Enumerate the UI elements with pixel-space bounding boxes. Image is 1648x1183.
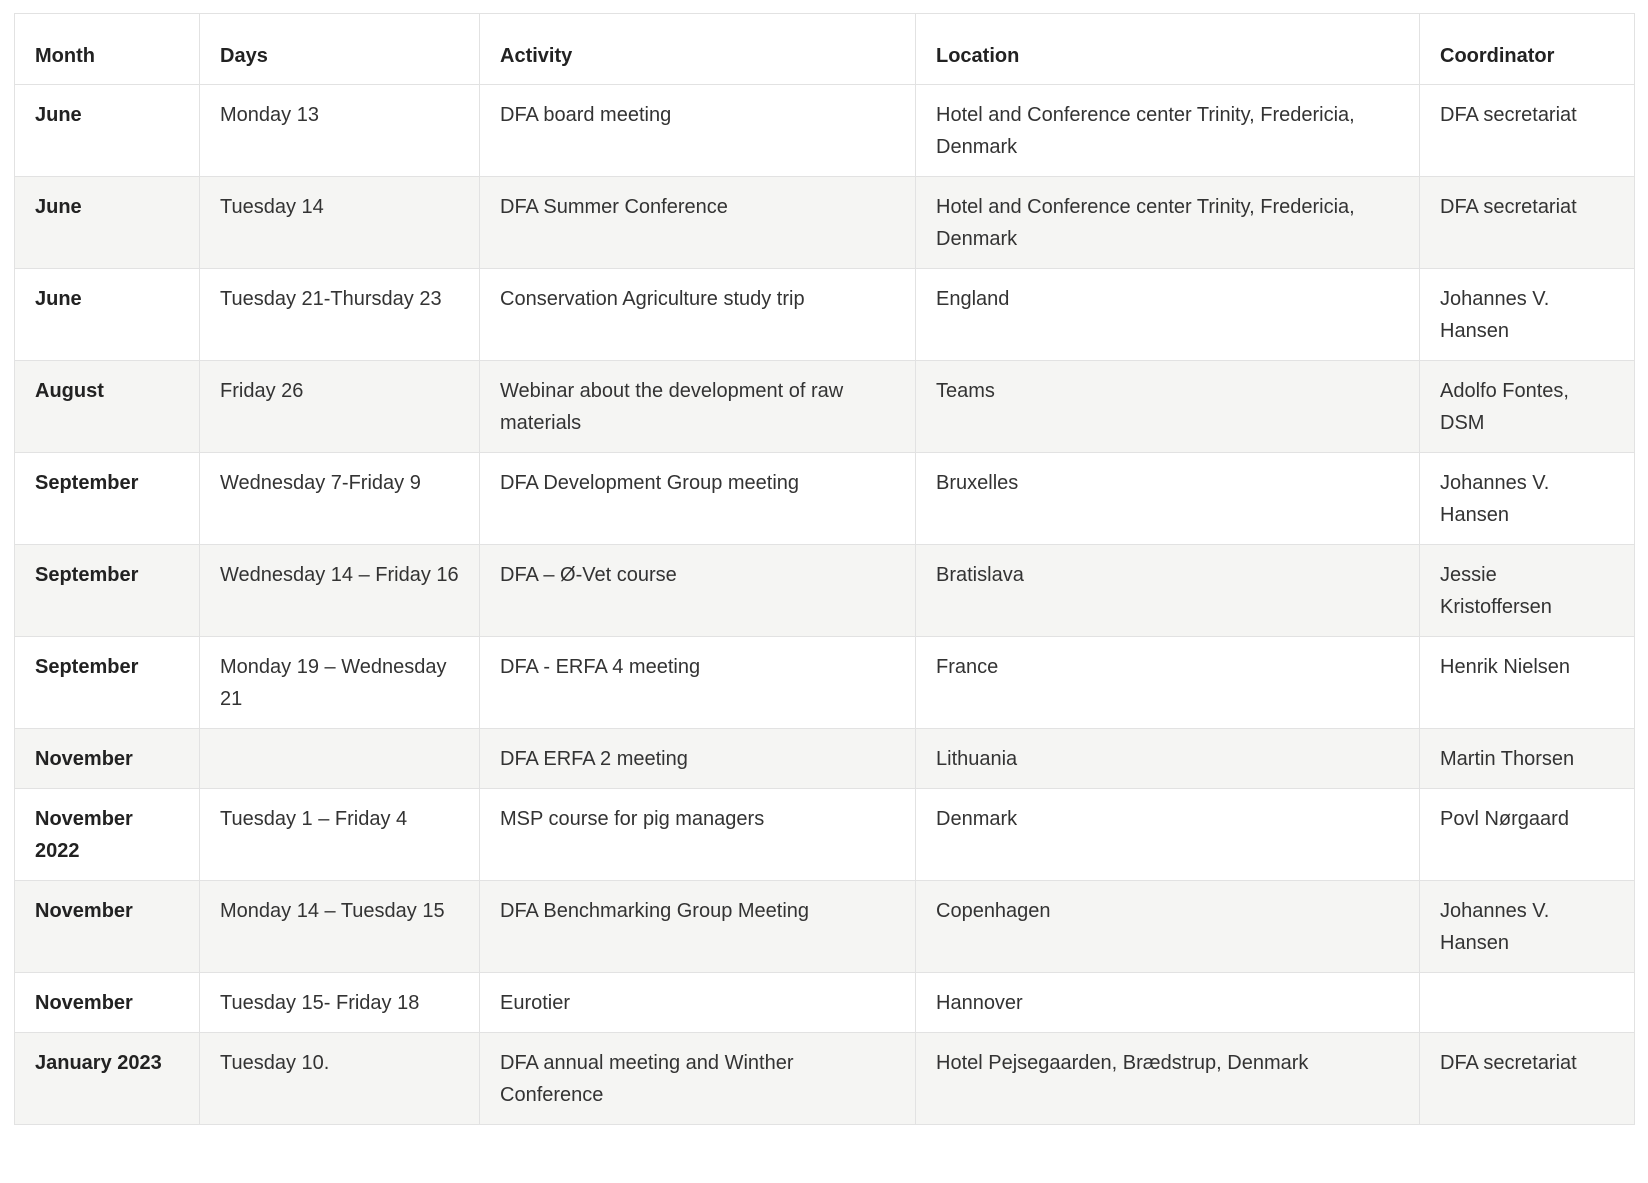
cell-coordinator: Martin Thorsen bbox=[1420, 729, 1635, 789]
cell-month: January 2023 bbox=[15, 1033, 200, 1125]
events-table-container bbox=[14, 13, 1634, 1125]
cell-days: Monday 14 – Tuesday 15 bbox=[200, 881, 480, 973]
table-header bbox=[15, 14, 1635, 85]
cell-month: September bbox=[15, 637, 200, 729]
cell-month: June bbox=[15, 85, 200, 177]
cell-days: Wednesday 14 – Friday 16 bbox=[200, 545, 480, 637]
table-row bbox=[15, 729, 1635, 789]
cell-location: Hannover bbox=[916, 973, 1420, 1033]
cell-month: September bbox=[15, 453, 200, 545]
table-row bbox=[15, 881, 1635, 973]
cell-month: November bbox=[15, 973, 200, 1033]
cell-location: England bbox=[916, 269, 1420, 361]
table-row bbox=[15, 1033, 1635, 1125]
table-row bbox=[15, 545, 1635, 637]
cell-location: Lithuania bbox=[916, 729, 1420, 789]
cell-activity: Webinar about the development of raw materials bbox=[480, 361, 916, 453]
header-month: Month bbox=[15, 14, 200, 85]
cell-days: Tuesday 1 – Friday 4 bbox=[200, 789, 480, 881]
cell-coordinator: Johannes V. Hansen bbox=[1420, 881, 1635, 973]
cell-coordinator: DFA secretariat bbox=[1420, 1033, 1635, 1125]
cell-month: August bbox=[15, 361, 200, 453]
cell-days: Tuesday 14 bbox=[200, 177, 480, 269]
cell-days: Tuesday 10. bbox=[200, 1033, 480, 1125]
table-row bbox=[15, 269, 1635, 361]
cell-activity: DFA ERFA 2 meeting bbox=[480, 729, 916, 789]
cell-activity: DFA annual meeting and Winther Conference bbox=[480, 1033, 916, 1125]
cell-coordinator: Jessie Kristoffersen bbox=[1420, 545, 1635, 637]
table-row bbox=[15, 177, 1635, 269]
cell-location: Denmark bbox=[916, 789, 1420, 881]
events-table bbox=[14, 13, 1635, 1125]
cell-activity: MSP course for pig managers bbox=[480, 789, 916, 881]
cell-month: November bbox=[15, 729, 200, 789]
cell-activity: DFA Development Group meeting bbox=[480, 453, 916, 545]
cell-coordinator: Johannes V. Hansen bbox=[1420, 453, 1635, 545]
cell-coordinator: Adolfo Fontes, DSM bbox=[1420, 361, 1635, 453]
cell-location: Teams bbox=[916, 361, 1420, 453]
table-row bbox=[15, 973, 1635, 1033]
table-row bbox=[15, 637, 1635, 729]
cell-coordinator: Johannes V. Hansen bbox=[1420, 269, 1635, 361]
cell-days: Tuesday 21-Thursday 23 bbox=[200, 269, 480, 361]
table-body bbox=[15, 85, 1635, 1125]
cell-days: Monday 19 – Wednesday 21 bbox=[200, 637, 480, 729]
cell-activity: DFA – Ø-Vet course bbox=[480, 545, 916, 637]
table-row bbox=[15, 789, 1635, 881]
cell-activity: DFA Summer Conference bbox=[480, 177, 916, 269]
cell-activity: Conservation Agriculture study trip bbox=[480, 269, 916, 361]
cell-coordinator: DFA secretariat bbox=[1420, 85, 1635, 177]
cell-location: France bbox=[916, 637, 1420, 729]
cell-month: November 2022 bbox=[15, 789, 200, 881]
cell-activity: Eurotier bbox=[480, 973, 916, 1033]
cell-coordinator: DFA secretariat bbox=[1420, 177, 1635, 269]
cell-days: Wednesday 7-Friday 9 bbox=[200, 453, 480, 545]
cell-month: June bbox=[15, 269, 200, 361]
table-row bbox=[15, 453, 1635, 545]
cell-location: Bruxelles bbox=[916, 453, 1420, 545]
header-days: Days bbox=[200, 14, 480, 85]
cell-month: September bbox=[15, 545, 200, 637]
cell-location: Hotel and Conference center Trinity, Fredericia, Denmark bbox=[916, 85, 1420, 177]
cell-activity: DFA Benchmarking Group Meeting bbox=[480, 881, 916, 973]
cell-location: Bratislava bbox=[916, 545, 1420, 637]
cell-days: Monday 13 bbox=[200, 85, 480, 177]
cell-activity: DFA board meeting bbox=[480, 85, 916, 177]
cell-coordinator bbox=[1420, 973, 1635, 1033]
cell-location: Hotel Pejsegaarden, Brædstrup, Denmark bbox=[916, 1033, 1420, 1125]
cell-activity: DFA - ERFA 4 meeting bbox=[480, 637, 916, 729]
cell-month: November bbox=[15, 881, 200, 973]
cell-days bbox=[200, 729, 480, 789]
cell-days: Tuesday 15- Friday 18 bbox=[200, 973, 480, 1033]
header-coordinator: Coordinator bbox=[1420, 14, 1635, 85]
header-activity: Activity bbox=[480, 14, 916, 85]
cell-coordinator: Povl Nørgaard bbox=[1420, 789, 1635, 881]
table-row bbox=[15, 85, 1635, 177]
header-row bbox=[15, 14, 1635, 85]
cell-location: Hotel and Conference center Trinity, Fredericia, Denmark bbox=[916, 177, 1420, 269]
header-location: Location bbox=[916, 14, 1420, 85]
cell-month: June bbox=[15, 177, 200, 269]
cell-coordinator: Henrik Nielsen bbox=[1420, 637, 1635, 729]
cell-location: Copenhagen bbox=[916, 881, 1420, 973]
cell-days: Friday 26 bbox=[200, 361, 480, 453]
table-row bbox=[15, 361, 1635, 453]
